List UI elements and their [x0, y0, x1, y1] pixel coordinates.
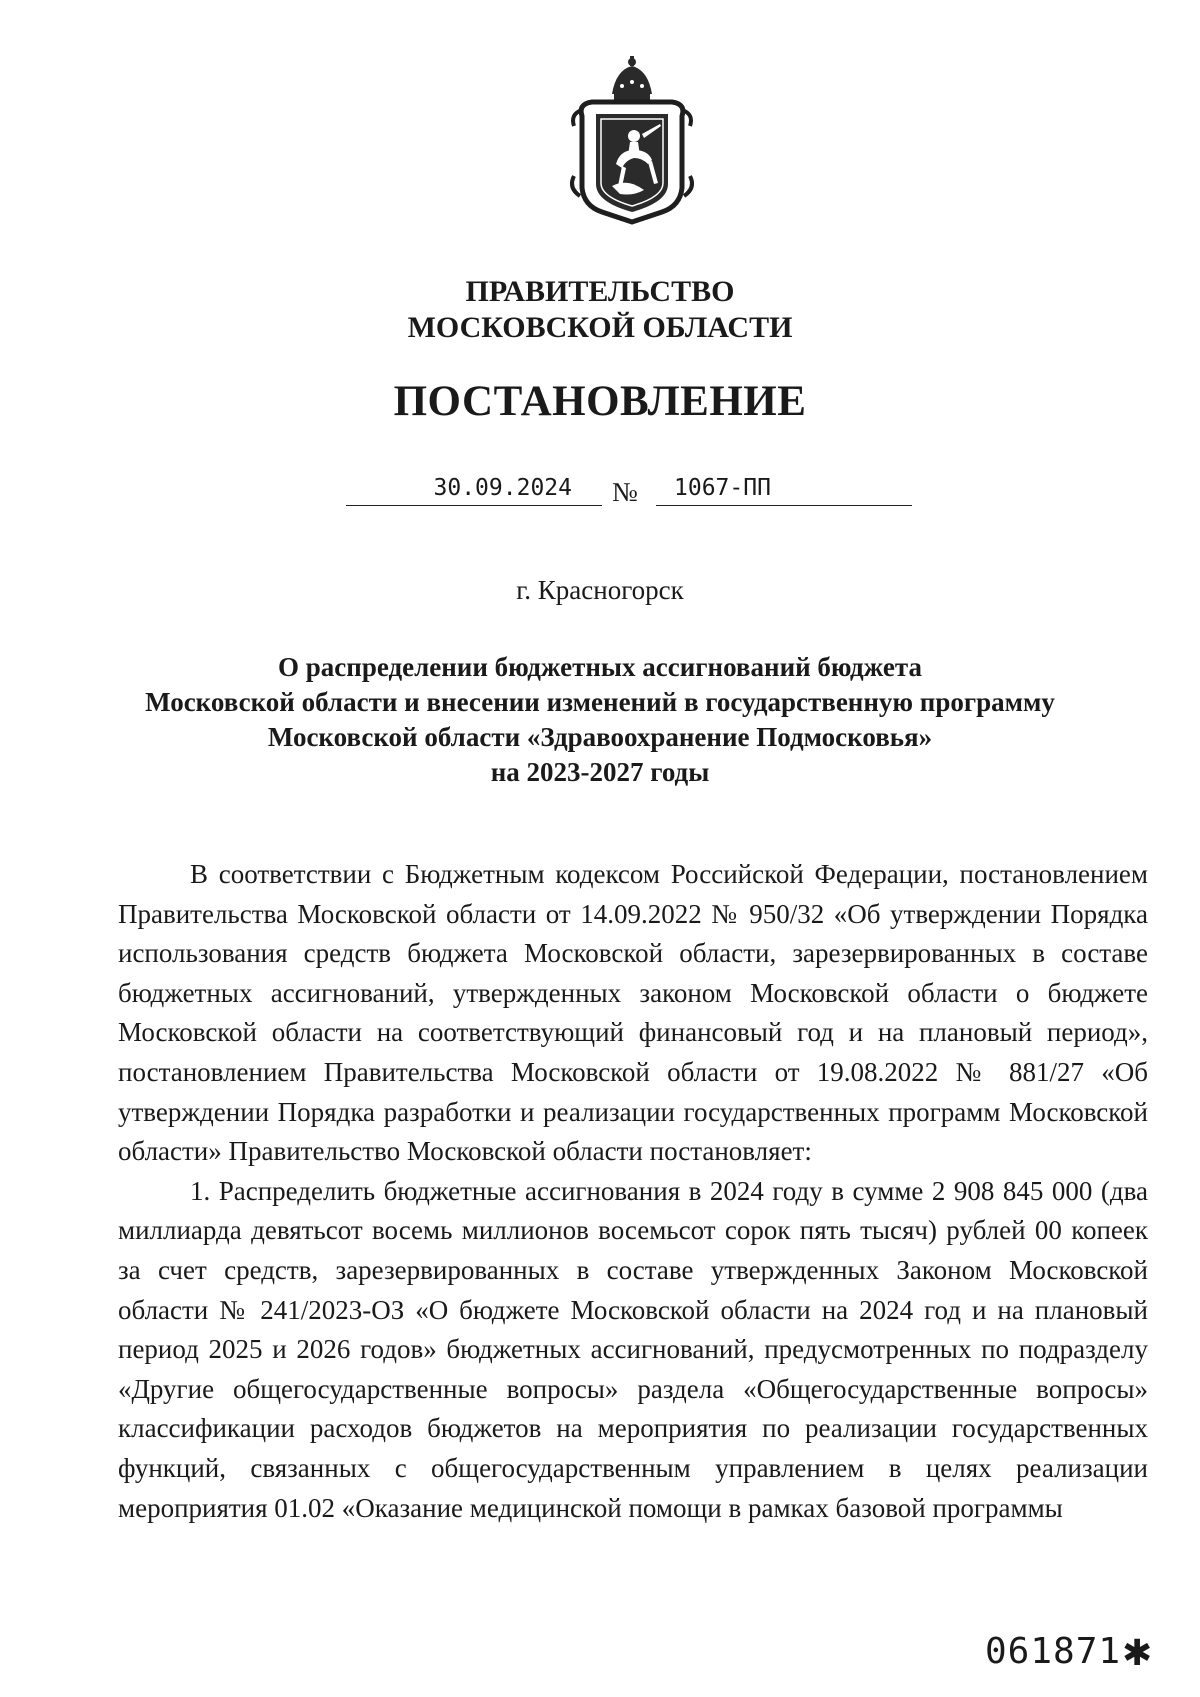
clause-paragraph-1: 1. Распределить бюджетные ассигнования в 2024 году в сумме 2 908 845 000 (два миллиарда девятьсот восемь миллионов восемьсот сорок пять тысяч) рублей 00 копеек за счет средств, зарезервированных в составе утвержденных Законом Московской области № 241/2023-ОЗ «О бюджете Московской области на 2024 год и на плановый период 2025 и 2026 годов» бюджетных ассигнований, предусмотренных по подразделу «Другие общегосударственные вопросы» раздела «Общегосударственные вопросы» классификации расходов бюджетов на мероприятия по реализации государственных функций, связанных с общегосударственным управлением в целях реализации мероприятия 01.02 «Оказание медицинской помощи в рамках базовой программы [118, 1175, 1148, 1523]
coat-of-arms-icon [568, 56, 696, 226]
serial-asterisk-icon: ✱ [1122, 1633, 1153, 1674]
document-body [118, 855, 1148, 1528]
document-date: 30.09.2024 [346, 470, 602, 506]
number-sign: № [612, 477, 638, 507]
organization-title-line1: ПРАВИТЕЛЬСТВО [465, 275, 735, 308]
document-type-title: ПОСТАНОВЛЕНИЕ [393, 378, 807, 425]
subject-line: Московской области и внесении изменений в государственную программу [145, 687, 1055, 717]
document-number: 1067-ПП [656, 470, 912, 506]
document-subject [120, 650, 1080, 790]
place-of-issue: г. Красногорск [516, 575, 684, 605]
organization-title-line2: МОСКОВСКОЙ ОБЛАСТИ [407, 311, 793, 344]
subject-line: на 2023-2027 годы [490, 757, 710, 787]
subject-line: Московской области «Здравоохранение Подмосковья» [267, 722, 933, 752]
subject-line: О распределении бюджетных ассигнований бюджета [278, 652, 922, 682]
form-serial-number: 061871 [985, 1631, 1122, 1672]
preamble-paragraph: В соответствии с Бюджетным кодексом Российской Федерации, постановлением Правительства Московской области от 14.09.2022 № 950/32 «Об утверждении Порядка использования средств бюджета Московской области, зарезервированных в составе бюджетных ассигнований, утвержденных законом Московской области о бюджете Московской области на соответствующий финансовый год и на плановый период», постановлением Правительства Московской области от 19.08.2022 № 881/27 «Об утверждении Порядка разработки и реализации государственных программ Московской области» Правительство Московской области постановляет: [118, 859, 1148, 1167]
